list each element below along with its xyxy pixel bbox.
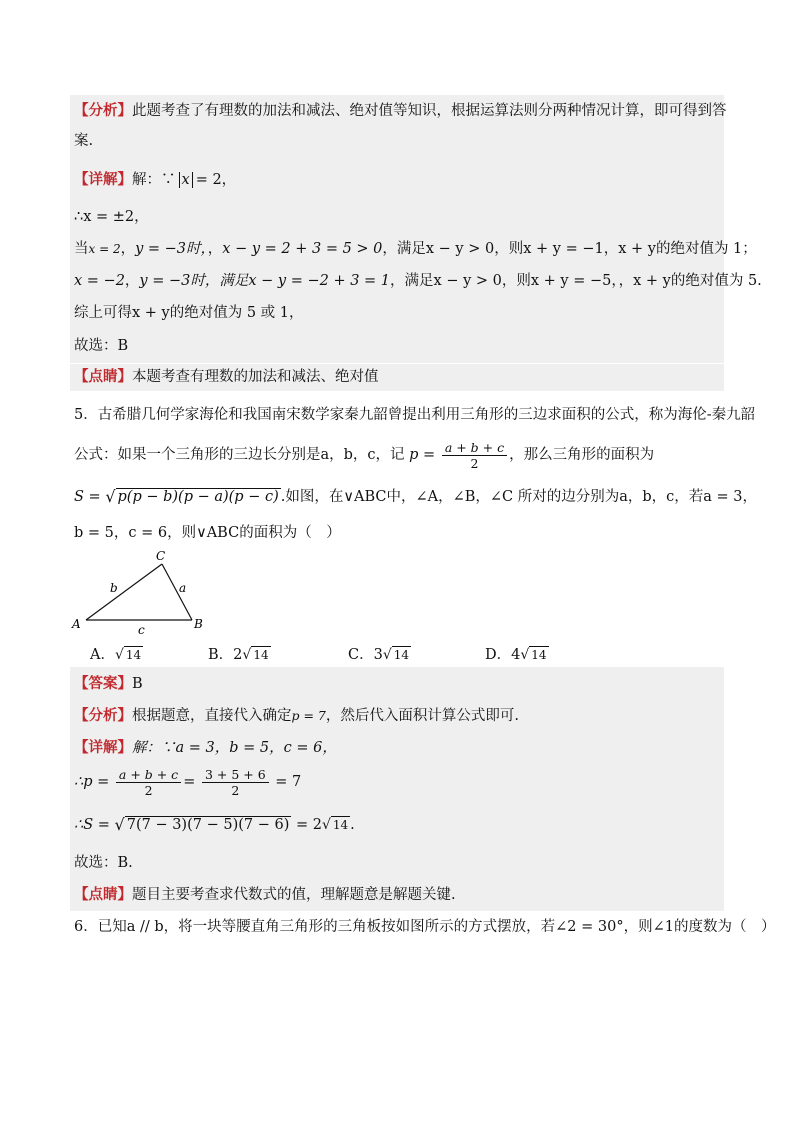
question-text: b = 5，c = 6，则∨ABC的面积为（ ） xyxy=(74,525,341,541)
case-y: y = −3时，满足 xyxy=(139,273,249,289)
p-label: p = xyxy=(409,447,436,463)
q5-analysis-line xyxy=(74,706,519,726)
question-text: 6．已知a // b，将一块等腰直角三角形的三角板按如图所示的方式摆放，若∠2 = 30°，则∠1的度数为（ ） xyxy=(74,919,776,935)
analysis-tag: 【分析】 xyxy=(74,103,132,119)
option-c[interactable]: C．3 √ 14 xyxy=(348,647,410,663)
p-calc-fraction-2: $\frac{3 + 5 + 6}{2}$ xyxy=(202,767,269,798)
q5-line-3 xyxy=(74,487,757,507)
s-calc-result-sqrt: √ 14 xyxy=(321,817,349,833)
detail-tag: 【详解】 xyxy=(74,172,132,188)
q4-case-1: 当x = 2，y = −3时，，x − y = 2 + 3 = 5 > 0，满足x − y > 0，则x + y = −1，x + y的绝对值为 1； xyxy=(74,241,757,257)
side-a-label: a xyxy=(179,581,187,595)
analysis-tag: 【分析】 xyxy=(74,708,132,724)
detail-given: 解：∵a = 3，b = 5，c = 6， xyxy=(132,740,337,756)
triangle-side-a xyxy=(162,564,192,620)
analysis-text: ，然后代入面积计算公式即可. xyxy=(325,708,519,724)
vertex-c-label: C xyxy=(156,549,166,563)
choice-text: 故选：B xyxy=(74,338,129,354)
comment-tag: 【点睛】 xyxy=(74,369,132,385)
case-calc: x − y = 2 + 3 = 5 > 0 xyxy=(222,241,383,257)
vertex-a-label: A xyxy=(72,617,81,631)
q5-comment xyxy=(74,885,456,905)
q5-line-4 xyxy=(74,523,341,543)
detail-intro: 解：∵ xyxy=(132,172,176,188)
q5-line-2 xyxy=(74,438,654,472)
triangle-side-b xyxy=(86,564,162,620)
q4-case-2: x = −2，y = −3时，满足x − y = −2 + 3 = 1，满足x − y > 0，则x + y = −5，，x + y的绝对值为 5. xyxy=(74,273,762,289)
side-b-label: b xyxy=(110,581,118,595)
case-x: x = −2 xyxy=(74,273,125,289)
vertex-b-label: B xyxy=(194,617,203,631)
q4-detail-line xyxy=(74,170,236,190)
option-a[interactable]: A． √ 14 xyxy=(90,647,142,663)
analysis-text: 此题考查了有理数的加法和减法、绝对值等知识，根据运算法则分两种情况计算，即可得到答 xyxy=(132,103,727,119)
side-c-label: c xyxy=(138,623,145,637)
answer-tag: 【答案】 xyxy=(74,676,132,692)
summary-text: 综上可得x + y的绝对值为 5 或 1， xyxy=(74,305,304,321)
p-fraction: $\frac{a + b + c}{2}$ xyxy=(442,440,507,471)
comment-text: 本题考查有理数的加法和减法、绝对值 xyxy=(132,369,379,385)
q5-p-calc: ∴p = $\frac{a + b + c}{2}$ = $\frac{3 + 5 + 6}{2}$ = 7 xyxy=(74,766,302,798)
question-text: ，那么三角形的面积为 xyxy=(509,447,655,463)
abs-value-expression: x xyxy=(179,172,193,188)
case-cond: ，满足x − y > 0，则x + y = −5，， xyxy=(390,273,634,289)
case-result: x + y的绝对值为 1； xyxy=(618,241,757,257)
p-calc-fraction-1: $\frac{a + b + c}{2}$ xyxy=(116,767,181,798)
s-label: S = xyxy=(74,489,101,505)
s-calc-sqrt: √ 7(7 − 3)(7 − 5)(7 − 6) xyxy=(114,815,290,834)
analysis-text: 根据题意，直接代入确定 xyxy=(132,708,292,724)
q5-choice xyxy=(74,853,133,873)
triangle-figure xyxy=(64,548,214,638)
q5-s-calc: ∴S = √ 7(7 − 3)(7 − 5)(7 − 6) = 2 √ 14 . xyxy=(74,815,355,834)
case-calc: x − y = −2 + 3 = 1 xyxy=(248,273,391,289)
q4-choice xyxy=(74,336,128,356)
q5-line-1 xyxy=(74,405,755,425)
question-text: 公式：如果一个三角形的三边长分别是a，b，c，记 xyxy=(74,447,405,463)
case-y: y = −3时， xyxy=(135,241,208,257)
case-cond: ，满足x − y > 0，则x + y = −1， xyxy=(382,241,619,257)
choice-text: 故选：B. xyxy=(74,855,133,871)
abs-equals: = 2， xyxy=(195,172,237,188)
analysis-text-cont: 案. xyxy=(74,133,94,149)
detail-tag: 【详解】 xyxy=(74,740,132,756)
q4-analysis-line-2 xyxy=(74,131,93,151)
case-x: x = 2 xyxy=(88,242,121,256)
option-d[interactable]: D．4 √ 14 xyxy=(485,647,547,663)
question-text: 5．古希腊几何学家海伦和我国南宋数学家秦九韶曾提出利用三角形的三边求面积的公式，称为海伦-秦九韶 xyxy=(74,407,756,423)
case-result: x + y的绝对值为 5. xyxy=(633,273,762,289)
step-text: ∴x = ±2， xyxy=(74,209,149,225)
q6-line xyxy=(74,917,775,937)
heron-formula-sqrt: √ p(p − b)(p − a)(p − c) xyxy=(105,487,279,506)
q4-step-1 xyxy=(74,207,149,227)
analysis-p-value: p = 7 xyxy=(291,708,326,723)
case-prefix: 当 xyxy=(74,241,89,257)
q4-analysis-line-1 xyxy=(74,101,727,121)
comment-tag: 【点睛】 xyxy=(74,887,132,903)
question-text: .如图，在∨ABC中，∠A，∠B，∠C 所对的边分别为a，b，c，若a = 3， xyxy=(280,489,758,505)
answer-value: B xyxy=(132,676,143,692)
option-b[interactable]: B．2 √ 14 xyxy=(208,647,269,663)
q4-comment xyxy=(74,367,379,387)
q5-answer-line xyxy=(74,674,143,694)
q4-summary xyxy=(74,303,304,323)
comment-text: 题目主要考查求代数式的值，理解题意是解题关键. xyxy=(132,887,456,903)
q5-detail-line xyxy=(74,738,337,758)
